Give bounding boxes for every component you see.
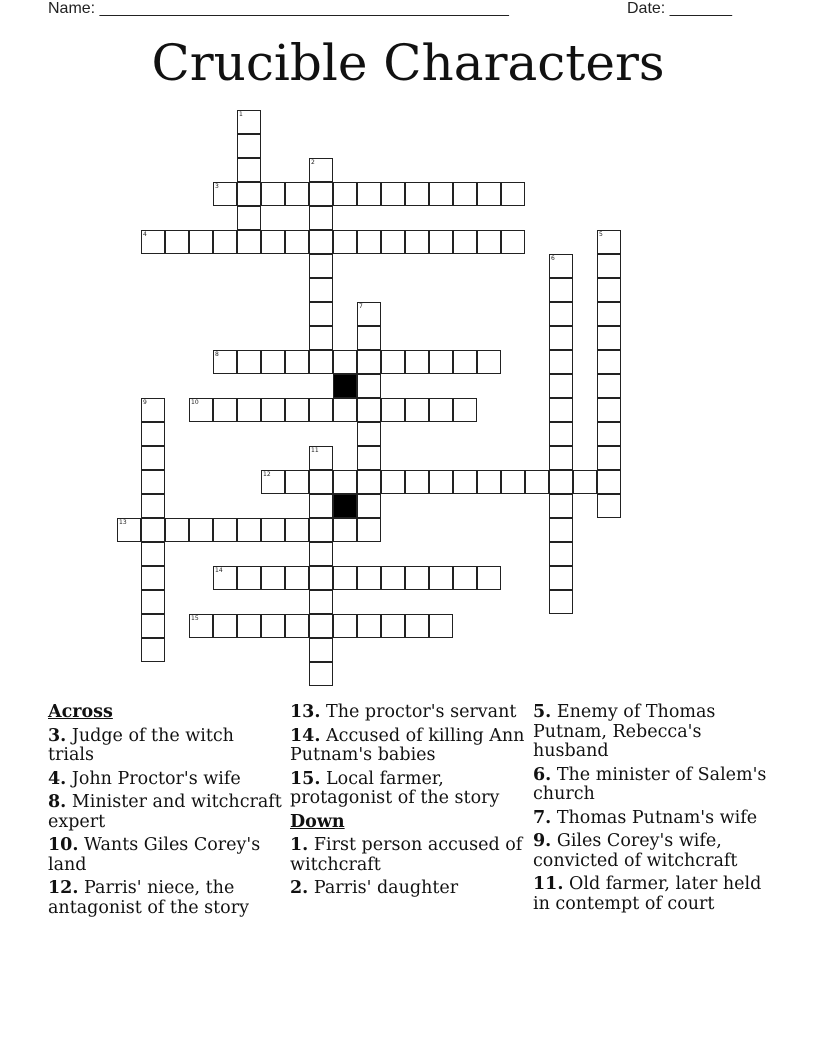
grid-cell[interactable] (333, 614, 357, 638)
grid-cell[interactable] (141, 518, 165, 542)
grid-cell[interactable] (549, 470, 573, 494)
clue-number: 9 (143, 399, 147, 406)
grid-block (333, 374, 357, 398)
grid-cell[interactable] (549, 326, 573, 350)
grid-cell[interactable] (597, 446, 621, 470)
grid-cell[interactable] (381, 398, 405, 422)
grid-cell[interactable] (309, 590, 333, 614)
grid-cell[interactable] (549, 566, 573, 590)
grid-cell[interactable] (405, 614, 429, 638)
grid-cell[interactable] (405, 182, 429, 206)
grid-cell[interactable] (333, 182, 357, 206)
grid-cell[interactable] (357, 398, 381, 422)
grid-cell[interactable] (309, 158, 333, 182)
grid-cell[interactable] (429, 182, 453, 206)
clue-number: 7 (359, 303, 363, 310)
grid-cell[interactable] (261, 230, 285, 254)
grid-cell[interactable] (525, 470, 549, 494)
grid-cell[interactable] (333, 470, 357, 494)
clue-across-15: 15. Local farmer, protagonist of the story (290, 768, 500, 808)
clue-number: 12 (263, 471, 271, 478)
clue-number: 4 (143, 231, 147, 238)
grid-cell[interactable] (477, 470, 501, 494)
grid-cell[interactable] (357, 446, 381, 470)
grid-cell[interactable] (405, 350, 429, 374)
grid-cell[interactable] (381, 566, 405, 590)
grid-cell[interactable] (213, 614, 237, 638)
grid-cell[interactable] (381, 614, 405, 638)
grid-cell[interactable] (141, 542, 165, 566)
grid-cell[interactable] (261, 182, 285, 206)
grid-cell[interactable] (237, 398, 261, 422)
down-heading: Down (290, 811, 345, 832)
grid-cell[interactable] (309, 350, 333, 374)
grid-cell[interactable] (237, 350, 261, 374)
name-label: Name: (48, 0, 96, 17)
grid-cell[interactable] (261, 398, 285, 422)
grid-cell[interactable] (189, 398, 213, 422)
grid-cell[interactable] (189, 614, 213, 638)
clue-down-9: 9. Giles Corey's wife, convicted of witchcraft (533, 831, 738, 871)
grid-cell[interactable] (597, 278, 621, 302)
grid-cell[interactable] (213, 518, 237, 542)
grid-cell[interactable] (261, 350, 285, 374)
grid-cell[interactable] (309, 326, 333, 350)
grid-cell[interactable] (309, 566, 333, 590)
grid-cell[interactable] (213, 182, 237, 206)
grid-cell[interactable] (597, 374, 621, 398)
clue-number: 2 (311, 159, 315, 166)
clue-number: 11 (311, 447, 319, 454)
grid-cell[interactable] (333, 398, 357, 422)
grid-cell[interactable] (309, 302, 333, 326)
grid-cell[interactable] (309, 542, 333, 566)
grid-cell[interactable] (285, 614, 309, 638)
grid-cell[interactable] (141, 230, 165, 254)
grid-cell[interactable] (357, 302, 381, 326)
grid-cell[interactable] (141, 614, 165, 638)
grid-cell[interactable] (549, 254, 573, 278)
grid-cell[interactable] (309, 518, 333, 542)
date-field[interactable]: _______ (669, 0, 732, 17)
grid-cell[interactable] (309, 470, 333, 494)
grid-cell[interactable] (309, 398, 333, 422)
grid-cell[interactable] (429, 398, 453, 422)
clue-across-14: 14. Accused of killing Ann Putnam's babies (290, 725, 525, 765)
grid-cell[interactable] (597, 302, 621, 326)
grid-cell[interactable] (429, 470, 453, 494)
grid-cell[interactable] (477, 566, 501, 590)
grid-cell[interactable] (549, 446, 573, 470)
clue-down-7: 7. Thomas Putnam's wife (533, 807, 758, 828)
page-title: Crucible Characters (151, 34, 665, 92)
grid-cell[interactable] (309, 662, 333, 686)
clue-number: 14 (215, 567, 223, 574)
grid-cell[interactable] (141, 494, 165, 518)
clue-number: 15 (191, 615, 199, 622)
clue-across-12: 12. Parris' niece, the antagonist of the story (48, 878, 249, 918)
grid-cell[interactable] (381, 470, 405, 494)
grid-cell[interactable] (477, 182, 501, 206)
grid-cell[interactable] (381, 230, 405, 254)
grid-cell[interactable] (309, 182, 333, 206)
grid-cell[interactable] (357, 350, 381, 374)
grid-cell[interactable] (309, 614, 333, 638)
grid-cell[interactable] (213, 350, 237, 374)
grid-cell[interactable] (237, 206, 261, 230)
grid-cell[interactable] (429, 614, 453, 638)
grid-cell[interactable] (213, 566, 237, 590)
grid-cell[interactable] (549, 518, 573, 542)
grid-cell[interactable] (549, 302, 573, 326)
grid-cell[interactable] (285, 518, 309, 542)
clue-down-6: 6. The minister of Salem's church (533, 764, 767, 804)
grid-cell[interactable] (357, 230, 381, 254)
clues-column-2 (290, 703, 525, 903)
grid-cell[interactable] (141, 638, 165, 662)
grid-cell[interactable] (597, 326, 621, 350)
grid-cell[interactable] (477, 350, 501, 374)
grid-cell[interactable] (285, 398, 309, 422)
grid-cell[interactable] (429, 230, 453, 254)
grid-cell[interactable] (381, 182, 405, 206)
grid-cell[interactable] (597, 494, 621, 518)
grid-cell[interactable] (549, 374, 573, 398)
grid-cell[interactable] (237, 182, 261, 206)
grid-cell[interactable] (357, 182, 381, 206)
grid-cell[interactable] (501, 182, 525, 206)
grid-cell[interactable] (213, 230, 237, 254)
grid-cell[interactable] (549, 542, 573, 566)
grid-cell[interactable] (165, 230, 189, 254)
grid-cell[interactable] (501, 470, 525, 494)
grid-cell[interactable] (453, 398, 477, 422)
grid-cell[interactable] (141, 470, 165, 494)
grid-cell[interactable] (597, 350, 621, 374)
grid-cell[interactable] (285, 350, 309, 374)
grid-cell[interactable] (405, 230, 429, 254)
grid-cell[interactable] (309, 230, 333, 254)
clue-across-10: 10. Wants Giles Corey's land (48, 835, 261, 875)
grid-cell[interactable] (309, 638, 333, 662)
grid-cell[interactable] (549, 494, 573, 518)
grid-cell[interactable] (141, 446, 165, 470)
grid-cell[interactable] (357, 326, 381, 350)
grid-cell[interactable] (261, 470, 285, 494)
grid-cell[interactable] (141, 566, 165, 590)
date-label: Date: (627, 0, 666, 17)
clue-number: 10 (191, 399, 199, 406)
grid-cell[interactable] (141, 422, 165, 446)
clue-down-2: 2. Parris' daughter (290, 878, 459, 898)
grid-cell[interactable] (429, 350, 453, 374)
grid-cell[interactable] (309, 206, 333, 230)
grid-cell[interactable] (285, 470, 309, 494)
grid-cell[interactable] (285, 230, 309, 254)
grid-cell[interactable] (261, 518, 285, 542)
grid-cell[interactable] (597, 422, 621, 446)
grid-cell[interactable] (501, 230, 525, 254)
grid-cell[interactable] (381, 350, 405, 374)
grid-cell[interactable] (357, 566, 381, 590)
grid-cell[interactable] (405, 470, 429, 494)
grid-cell[interactable] (285, 566, 309, 590)
grid-cell[interactable] (405, 566, 429, 590)
grid-cell[interactable] (453, 566, 477, 590)
clue-across-8: 8. Minister and witchcraft expert (48, 792, 282, 832)
clue-number: 6 (551, 255, 555, 262)
grid-cell[interactable] (189, 230, 213, 254)
grid-cell[interactable] (237, 566, 261, 590)
grid-cell[interactable] (333, 230, 357, 254)
grid-cell[interactable] (309, 446, 333, 470)
grid-cell[interactable] (573, 470, 597, 494)
grid-cell[interactable] (333, 350, 357, 374)
grid-cell[interactable] (237, 518, 261, 542)
grid-cell[interactable] (429, 566, 453, 590)
grid-cell[interactable] (453, 350, 477, 374)
grid-cell[interactable] (189, 518, 213, 542)
grid-cell[interactable] (237, 158, 261, 182)
across-heading: Across (48, 702, 113, 722)
clue-number: 1 (239, 111, 243, 118)
grid-block (333, 494, 357, 518)
clue-down-11: 11. Old farmer, later held in contempt of court (533, 874, 762, 914)
grid-cell[interactable] (309, 254, 333, 278)
grid-cell[interactable] (597, 254, 621, 278)
grid-cell[interactable] (549, 350, 573, 374)
grid-cell[interactable] (477, 230, 501, 254)
grid-cell[interactable] (453, 470, 477, 494)
grid-cell[interactable] (237, 134, 261, 158)
grid-cell[interactable] (549, 278, 573, 302)
grid-cell[interactable] (549, 398, 573, 422)
grid-cell[interactable] (261, 614, 285, 638)
clue-number: 13 (119, 519, 127, 526)
name-field[interactable]: ______________________________________________ (99, 0, 509, 17)
grid-cell[interactable] (237, 110, 261, 134)
grid-cell[interactable] (237, 614, 261, 638)
grid-cell[interactable] (357, 614, 381, 638)
clues-column-1 (48, 703, 283, 922)
clue-number: 8 (215, 351, 219, 358)
grid-cell[interactable] (405, 398, 429, 422)
grid-cell[interactable] (597, 230, 621, 254)
grid-cell[interactable] (549, 590, 573, 614)
grid-cell[interactable] (309, 494, 333, 518)
grid-cell[interactable] (357, 374, 381, 398)
grid-cell[interactable] (261, 566, 285, 590)
clue-across-3: 3. Judge of the witch trials (48, 725, 234, 765)
clue-across-4: 4. John Proctor's wife (48, 768, 241, 789)
grid-cell[interactable] (549, 422, 573, 446)
grid-cell[interactable] (285, 182, 309, 206)
grid-cell[interactable] (213, 398, 237, 422)
clues-column-3 (533, 703, 773, 918)
clue-down-1: 1. First person accused of witchcraft (290, 835, 523, 875)
clue-across-13: 13. The proctor's servant (290, 702, 517, 722)
grid-cell[interactable] (117, 518, 141, 542)
grid-cell[interactable] (141, 398, 165, 422)
grid-cell[interactable] (309, 278, 333, 302)
grid-cell[interactable] (357, 422, 381, 446)
grid-cell[interactable] (597, 398, 621, 422)
grid-cell[interactable] (597, 470, 621, 494)
grid-cell[interactable] (357, 470, 381, 494)
grid-cell[interactable] (237, 230, 261, 254)
grid-cell[interactable] (357, 518, 381, 542)
clue-number: 3 (215, 183, 219, 190)
grid-cell[interactable] (453, 182, 477, 206)
grid-cell[interactable] (141, 590, 165, 614)
clue-down-5: 5. Enemy of Thomas Putnam, Rebecca's husband (533, 702, 716, 761)
clue-number: 5 (599, 231, 603, 238)
grid-cell[interactable] (357, 494, 381, 518)
grid-cell[interactable] (453, 230, 477, 254)
grid-cell[interactable] (333, 518, 357, 542)
grid-cell[interactable] (165, 518, 189, 542)
grid-cell[interactable] (333, 566, 357, 590)
